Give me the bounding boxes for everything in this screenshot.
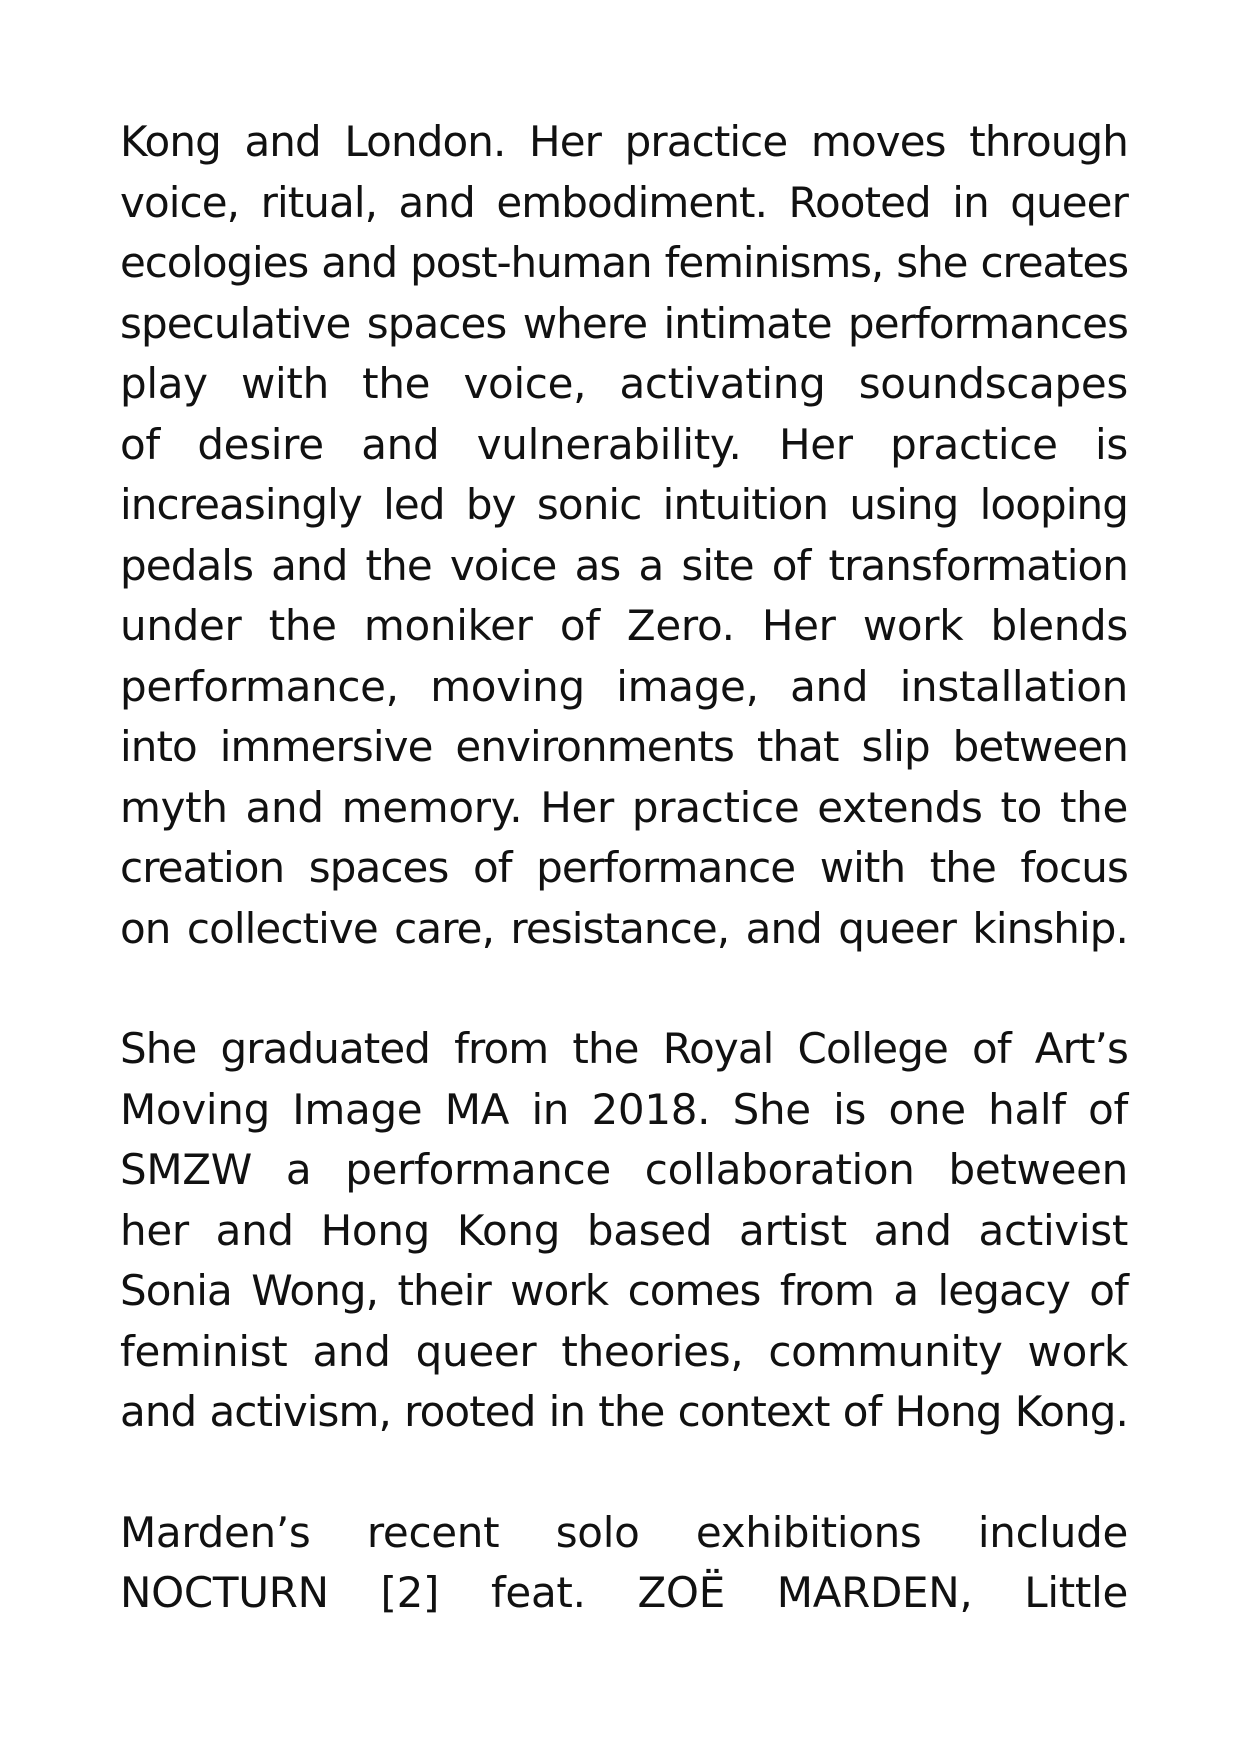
paragraph-practice <box>120 112 1128 959</box>
text-line: speculative spaces where intimate performances <box>120 298 1128 348</box>
text-line: under the moniker of Zero. Her work blends <box>120 601 1128 650</box>
text-line: and activism, rooted in the context of Hong Kong. <box>120 1387 1128 1436</box>
text-line: Moving Image MA in 2018. She is one half of <box>120 1084 1128 1134</box>
text-line: on collective care, resistance, and queer kinship. <box>120 903 1128 953</box>
text-line: creation spaces of performance with the focus <box>120 843 1128 892</box>
text-line: into immersive environments that slip between <box>120 722 1128 771</box>
text-line: myth and memory. Her practice extends to the <box>120 782 1128 832</box>
text-line: feminist and queer theories, community work <box>120 1326 1128 1376</box>
text-line: of desire and vulnerability. Her practice is <box>120 419 1128 469</box>
text-line: voice, ritual, and embodiment. Rooted in queer <box>120 177 1128 227</box>
text-line: performance, moving image, and installation <box>120 661 1128 711</box>
document-page <box>120 112 1128 1684</box>
text-line: Sonia Wong, their work comes from a legacy of <box>120 1266 1128 1315</box>
text-line: SMZW a performance collaboration between <box>120 1145 1128 1194</box>
text-line: She graduated from the Royal College of Art’s <box>120 1024 1128 1073</box>
text-line: her and Hong Kong based artist and activist <box>120 1205 1128 1255</box>
text-line: Kong and London. Her practice moves through <box>120 117 1128 166</box>
text-line: Marden’s recent solo exhibitions include <box>120 1507 1128 1557</box>
text-line: NOCTURN [2] feat. ZOË MARDEN, Little <box>120 1568 1128 1617</box>
text-line: increasingly led by sonic intuition using looping <box>120 480 1128 529</box>
paragraph-education <box>120 1019 1128 1443</box>
text-line: play with the voice, activating soundscapes <box>120 359 1128 408</box>
paragraph-exhibitions <box>120 1503 1128 1624</box>
text-line: ecologies and post-human feminisms, she creates <box>120 238 1128 287</box>
text-line: pedals and the voice as a site of transformation <box>120 540 1128 590</box>
